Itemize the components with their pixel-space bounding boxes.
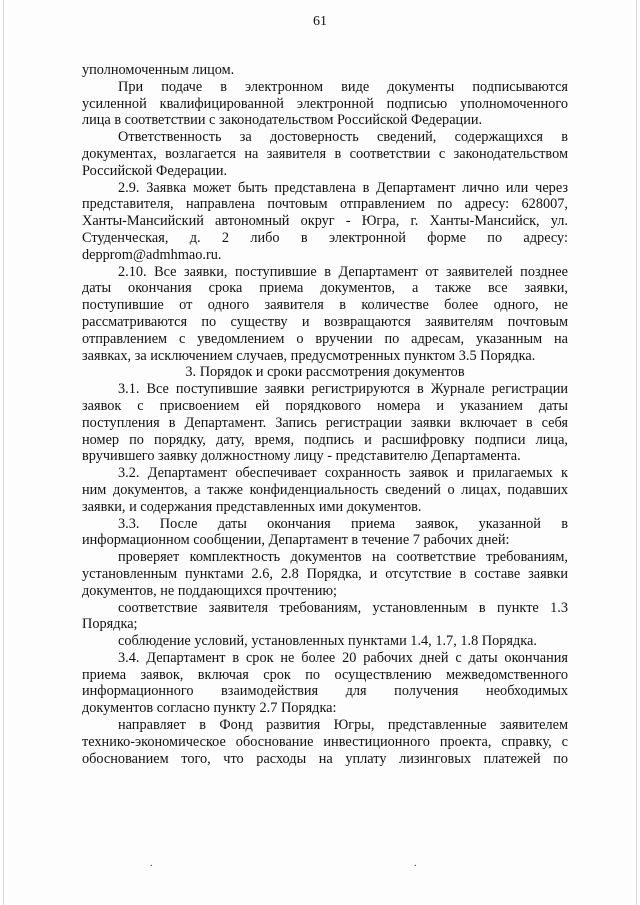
paragraph bbox=[82, 549, 568, 599]
text-line: документах, возлагается на заявителя в соответствии с законодательством bbox=[82, 145, 568, 162]
paragraph bbox=[82, 264, 568, 365]
text-line: информационном сообщении, Департамент в течение 7 рабочих дней: bbox=[82, 532, 510, 549]
text-line: установленным пунктами 2.6, 2.8 Порядка, и отсутствие в составе заявки bbox=[82, 565, 568, 582]
paragraph bbox=[82, 180, 568, 264]
text-line: усиленной квалифицированной электронной подписью уполномоченного bbox=[82, 95, 568, 112]
paragraph bbox=[82, 600, 568, 634]
paragraph bbox=[82, 465, 568, 515]
text-line: лица в соответствии с законодательством Российской Федерации. bbox=[82, 112, 483, 129]
paragraph bbox=[82, 717, 568, 767]
text-line: 3.2. Департамент обеспечивает сохранность заявок и прилагаемых к bbox=[118, 465, 568, 482]
text-line: технико-экономическое обоснование инвестиционного проекта, справку, с bbox=[82, 733, 568, 750]
scan-speck: . bbox=[150, 858, 153, 869]
text-line: depprom@admhmao.ru. bbox=[82, 246, 222, 263]
text-line: ним документов, а также конфиденциальность сведений о лицах, подавших bbox=[82, 481, 568, 498]
paragraph bbox=[82, 381, 568, 465]
text-line: обоснованием того, что расходы на уплату лизинговых платежей по bbox=[82, 750, 568, 767]
text-line: заявок с присвоением ей порядкового номера и указанием даты bbox=[82, 397, 568, 414]
text-line: 3.1. Все поступившие заявки регистрируются в Журнале регистрации bbox=[118, 381, 568, 398]
text-line: даты окончания срока приема документов, а также все заявки, bbox=[82, 280, 568, 297]
text-line: номер по порядку, дату, время, подпись и расшифровку подписи лица, bbox=[82, 431, 568, 448]
text-line: поступления в Департамент. Запись регистрации заявки включает в себя bbox=[82, 414, 568, 431]
text-line: вручившего заявку должностному лицу - представителю Департамента. bbox=[82, 448, 521, 465]
text-line: уполномоченным лицом. bbox=[82, 62, 235, 78]
text-line: Студенческая, д. 2 либо в электронной форме по адресу: bbox=[82, 229, 568, 246]
text-line: проверяет комплектность документов на соответствие требованиям, bbox=[118, 549, 568, 566]
text-line: документов согласно пункту 2.7 Порядка: bbox=[82, 700, 337, 717]
text-line: рассматриваются по существу и возвращаются заявителям почтовым bbox=[82, 313, 568, 330]
paragraph bbox=[82, 79, 568, 129]
text-line: документов, не поддающихся прочтению; bbox=[82, 582, 338, 599]
text-line: 3.4. Департамент в срок не более 20 рабочих дней с даты окончания bbox=[118, 649, 568, 666]
text-line: Порядка; bbox=[82, 616, 138, 633]
paragraph bbox=[82, 129, 568, 179]
text-line: приема заявок, включая срок по осуществлению межведомственного bbox=[82, 666, 568, 683]
paragraph bbox=[82, 650, 568, 717]
scan-speck: . bbox=[414, 858, 417, 869]
paragraph bbox=[82, 516, 568, 550]
text-line: 2.10. Все заявки, поступившие в Департамент от заявителей позднее bbox=[118, 263, 568, 280]
section-heading: 3. Порядок и сроки рассмотрения документов bbox=[185, 364, 465, 381]
document-body bbox=[82, 62, 568, 767]
text-line: заявках, за исключением случаев, предусмотренных пунктом 3.5 Порядка. bbox=[82, 347, 536, 364]
text-line: соответствие заявителя требованиям, установленным в пункте 1.3 bbox=[118, 599, 568, 616]
text-line: 2.9. Заявка может быть представлена в Департамент лично или через bbox=[118, 179, 568, 196]
text-line: соблюдение условий, установленных пунктами 1.4, 1.7, 1.8 Порядка. bbox=[118, 633, 537, 650]
text-line: отправлением с уведомлением о вручении по адресам, указанным на bbox=[82, 330, 568, 347]
text-line: Российской Федерации. bbox=[82, 162, 228, 179]
scan-edge-left bbox=[3, 0, 4, 905]
text-line: представителя, направлена почтовым отправлением по адресу: 628007, bbox=[82, 196, 568, 213]
text-line: заявки, и содержания представленных ими документов. bbox=[82, 498, 422, 515]
scan-edge-right bbox=[636, 0, 637, 905]
text-line: информационного взаимодействия для получения необходимых bbox=[82, 683, 568, 700]
text-line: поступившие от одного заявителя в количестве более одного, не bbox=[82, 297, 568, 314]
paragraph bbox=[82, 633, 568, 650]
text-line: направляет в Фонд развития Югры, представленные заявителем bbox=[118, 717, 568, 734]
text-line: Ханты-Мансийский автономный округ - Югра, г. Ханты-Мансийск, ул. bbox=[82, 213, 568, 230]
paragraph bbox=[82, 62, 568, 79]
page-number: 61 bbox=[313, 14, 327, 29]
text-line: 3.3. После даты окончания приема заявок, указанной в bbox=[118, 515, 568, 532]
text-line: При подаче в электронном виде документы подписываются bbox=[118, 78, 568, 95]
text-line: Ответственность за достоверность сведений, содержащихся в bbox=[118, 129, 568, 146]
